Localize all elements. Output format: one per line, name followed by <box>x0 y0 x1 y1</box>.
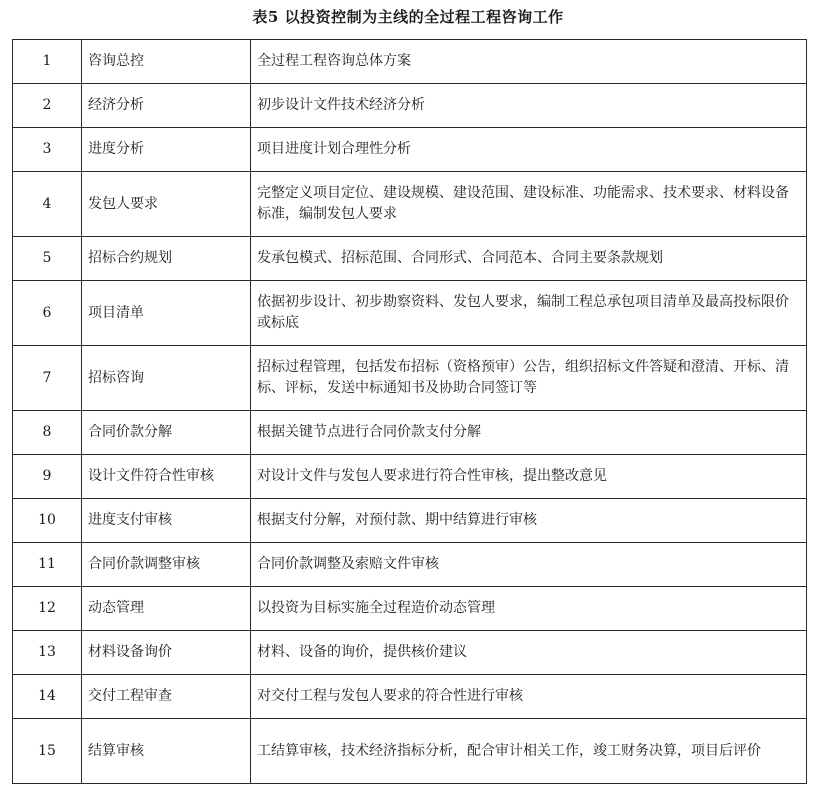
work-item: 经济分析 <box>82 84 251 128</box>
row-number: 10 <box>13 499 82 543</box>
row-number: 11 <box>13 543 82 587</box>
row-number: 5 <box>13 237 82 281</box>
work-content: 工结算审核，技术经济指标分析，配合审计相关工作，竣工财务决算，项目后评价 <box>251 719 807 784</box>
row-number: 14 <box>13 675 82 719</box>
work-item: 进度支付审核 <box>82 499 251 543</box>
table-row <box>13 172 807 237</box>
table-row <box>13 84 807 128</box>
work-item: 交付工程审查 <box>82 675 251 719</box>
work-item: 招标咨询 <box>82 346 251 411</box>
work-item: 项目清单 <box>82 281 251 346</box>
row-number: 7 <box>13 346 82 411</box>
table-row <box>13 587 807 631</box>
work-item: 动态管理 <box>82 587 251 631</box>
table-row <box>13 719 807 784</box>
work-content: 合同价款调整及索赔文件审核 <box>251 543 807 587</box>
work-content: 材料、设备的询价，提供核价建议 <box>251 631 807 675</box>
row-number: 13 <box>13 631 82 675</box>
work-item: 设计文件符合性审核 <box>82 455 251 499</box>
table-row <box>13 411 807 455</box>
work-content: 完整定义项目定位、建设规模、建设范围、建设标准、功能需求、技术要求、材料设备标准，编制发包人要求 <box>251 172 807 237</box>
table-row <box>13 128 807 172</box>
table-row <box>13 631 807 675</box>
table-title: 表5 以投资控制为主线的全过程工程咨询工作 <box>252 8 564 26</box>
work-item: 合同价款调整审核 <box>82 543 251 587</box>
row-number: 3 <box>13 128 82 172</box>
row-number: 4 <box>13 172 82 237</box>
work-content: 依据初步设计、初步勘察资料、发包人要求，编制工程总承包项目清单及最高投标限价或标底 <box>251 281 807 346</box>
table-row <box>13 543 807 587</box>
work-content: 项目进度计划合理性分析 <box>251 128 807 172</box>
work-content: 全过程工程咨询总体方案 <box>251 40 807 84</box>
table-row <box>13 281 807 346</box>
row-number: 15 <box>13 719 82 784</box>
table-row <box>13 675 807 719</box>
row-number: 1 <box>13 40 82 84</box>
table-row <box>13 40 807 84</box>
work-item: 进度分析 <box>82 128 251 172</box>
row-number: 6 <box>13 281 82 346</box>
work-item: 发包人要求 <box>82 172 251 237</box>
row-number: 2 <box>13 84 82 128</box>
work-item: 合同价款分解 <box>82 411 251 455</box>
work-content: 根据支付分解，对预付款、期中结算进行审核 <box>251 499 807 543</box>
work-item: 材料设备询价 <box>82 631 251 675</box>
work-content: 以投资为目标实施全过程造价动态管理 <box>251 587 807 631</box>
work-content: 初步设计文件技术经济分析 <box>251 84 807 128</box>
row-number: 9 <box>13 455 82 499</box>
work-item: 结算审核 <box>82 719 251 784</box>
work-content: 对设计文件与发包人要求进行符合性审核，提出整改意见 <box>251 455 807 499</box>
work-content: 招标过程管理，包括发布招标（资格预审）公告，组织招标文件答疑和澄清、开标、清标、评标，发送中标通知书及协助合同签订等 <box>251 346 807 411</box>
row-number: 12 <box>13 587 82 631</box>
table-row <box>13 346 807 411</box>
work-content: 根据关键节点进行合同价款支付分解 <box>251 411 807 455</box>
table-row <box>13 499 807 543</box>
work-item: 招标合约规划 <box>82 237 251 281</box>
work-content: 对交付工程与发包人要求的符合性进行审核 <box>251 675 807 719</box>
table-row <box>13 237 807 281</box>
work-content: 发承包模式、招标范围、合同形式、合同范本、合同主要条款规划 <box>251 237 807 281</box>
table-row <box>13 455 807 499</box>
consulting-work-table <box>12 39 807 784</box>
row-number: 8 <box>13 411 82 455</box>
work-item: 咨询总控 <box>82 40 251 84</box>
